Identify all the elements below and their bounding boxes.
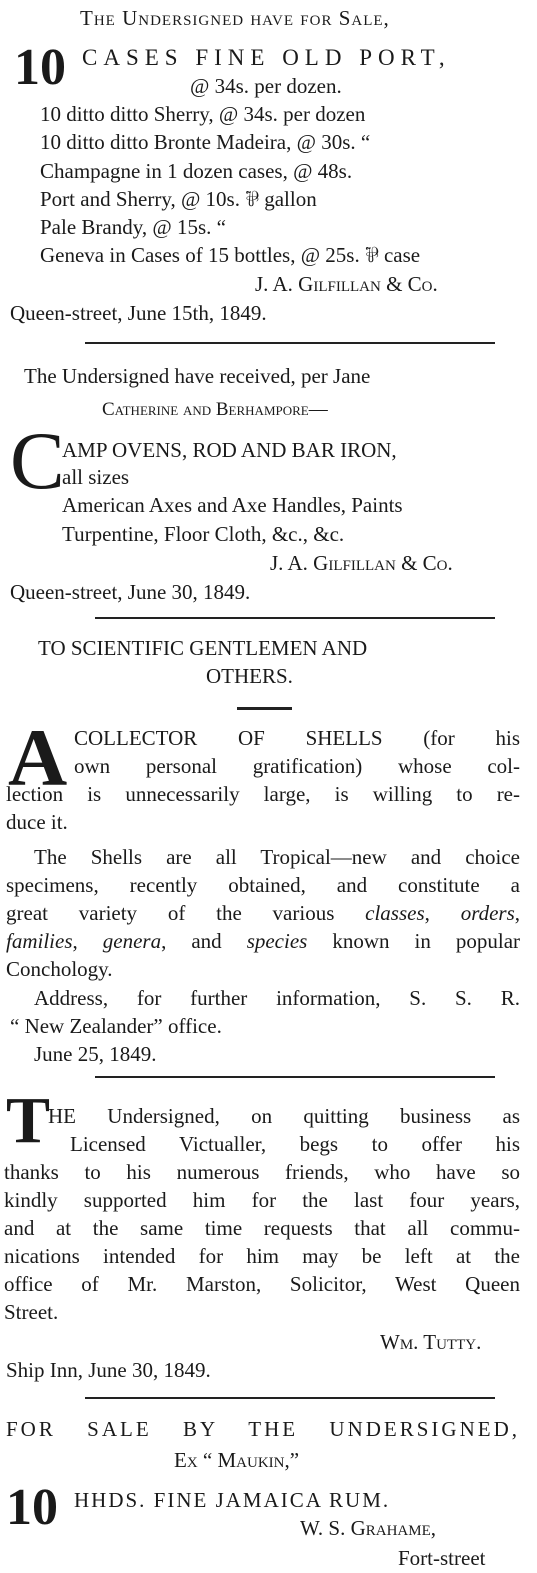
ad1-line8: Geneva in Cases of 15 bottles, @ 25s. ⅌ case	[40, 243, 421, 267]
ad3-p1-line4: duce it.	[6, 810, 68, 834]
ad1-signature: J. A. Gilfillan & Co.	[255, 272, 438, 296]
ad4-line7: office of Mr. Marston, Solicitor, West Queen	[4, 1272, 520, 1296]
ad4-signature: Wm. Tutty.	[380, 1330, 482, 1354]
ad4-line4: kindly supported him for the last four years,	[4, 1188, 520, 1212]
ad2-line3: AMP OVENS, ROD AND BAR IRON,	[62, 438, 397, 462]
divider	[85, 1397, 495, 1399]
ad3-p2-line2: specimens, recently obtained, and constitute a	[6, 873, 520, 897]
ad3-p3-line2: “ New Zealander” office.	[10, 1014, 222, 1038]
ad3-p3-line1: Address, for further information, S. S. R.	[34, 986, 520, 1010]
divider	[95, 617, 495, 619]
ad1-line2: @ 34s. per dozen.	[190, 74, 342, 98]
ad5-number: 10	[6, 1479, 58, 1536]
ad1-line6: Port and Sherry, @ 10s. ⅌ gallon	[40, 187, 317, 211]
divider	[95, 1076, 495, 1078]
ad5-line2: Ex “ Maukin,”	[174, 1448, 300, 1472]
ad3-p2-line3: great variety of the various classes, orders,	[6, 901, 520, 925]
ad2-line6: Turpentine, Floor Cloth, &c., &c.	[62, 522, 345, 546]
ad3-p1-line1: COLLECTOR OF SHELLS (for his	[74, 726, 520, 750]
ad4-line6: nications intended for him may be left at the	[4, 1244, 520, 1268]
ad2-drop-cap: C	[10, 415, 65, 506]
ad4-line8: Street.	[4, 1300, 59, 1324]
ad1-date: Queen-street, June 15th, 1849.	[10, 301, 267, 325]
ad5-line3: HHDS. FINE JAMAICA RUM.	[74, 1488, 391, 1512]
short-rule	[237, 707, 292, 710]
ad3-p2-line4: families, genera, and species known in popular	[6, 929, 521, 953]
ad2-line4: all sizes	[62, 465, 130, 489]
ad1-line5: Champagne in 1 dozen cases, @ 48s.	[40, 159, 353, 183]
ad3-drop-cap: A	[8, 712, 68, 803]
ad4-drop-cap: T	[6, 1084, 51, 1157]
ad3-date: June 25, 1849.	[34, 1042, 157, 1066]
ad3-p2-line1: The Shells are all Tropical—new and choice	[34, 845, 520, 869]
ad4-line3: thanks to his numerous friends, who have so	[4, 1160, 520, 1184]
ad1-line1: CASES FINE OLD PORT,	[82, 45, 451, 70]
ad1-header: The Undersigned have for Sale,	[80, 6, 390, 30]
ad3-heading2: OTHERS.	[206, 664, 293, 688]
ad2-date: Queen-street, June 30, 1849.	[10, 580, 251, 604]
ad5-signature: W. S. Grahame,	[300, 1516, 436, 1540]
ad2-line2: Catherine and Berhampore—	[102, 399, 328, 420]
ad2-signature: J. A. Gilfillan & Co.	[270, 551, 453, 575]
ad2-line5: American Axes and Axe Handles, Paints	[62, 493, 403, 517]
ad3-p1-line2: own personal gratification) whose col-	[74, 754, 520, 778]
ad5-place: Fort-street	[398, 1546, 486, 1570]
ad4-line2: Licensed Victualler, begs to offer his	[70, 1132, 520, 1156]
ad1-line3: 10 ditto ditto Sherry, @ 34s. per dozen	[40, 102, 366, 126]
ad5-heading: FOR SALE BY THE UNDERSIGNED,	[6, 1417, 520, 1441]
ad1-line4: 10 ditto ditto Bronte Madeira, @ 30s. “	[40, 130, 371, 154]
ad4-date: Ship Inn, June 30, 1849.	[6, 1358, 211, 1382]
ad1-line7: Pale Brandy, @ 15s. “	[40, 215, 226, 239]
divider	[85, 342, 495, 344]
ad4-line5: and at the same time requests that all commu-	[4, 1216, 520, 1240]
ad4-line1: HE Undersigned, on quitting business as	[48, 1104, 520, 1128]
ad3-p2-line5: Conchology.	[6, 957, 113, 981]
ad1-number: 10	[14, 39, 66, 96]
ad3-heading1: TO SCIENTIFIC GENTLEMEN AND	[38, 636, 368, 660]
ad2-line1: The Undersigned have received, per Jane	[24, 364, 371, 388]
ad3-p1-line3: lection is unnecessarily large, is willing to re-	[6, 782, 520, 806]
